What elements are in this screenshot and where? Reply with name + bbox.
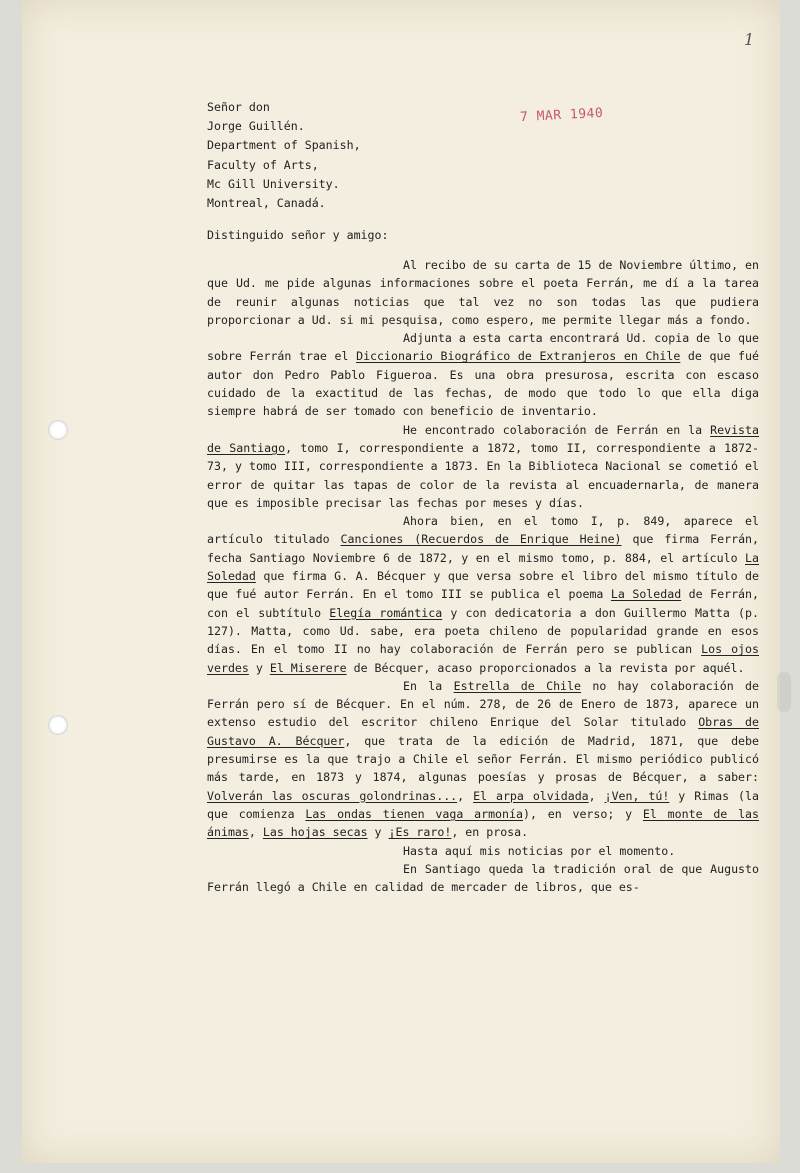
text-run: Ahora bien, en el tomo I, p. 849, aparece el artículo titulado bbox=[207, 514, 759, 547]
address-line: Señor don bbox=[207, 100, 270, 114]
title-estrella-de-chile: Estrella de Chile bbox=[453, 678, 581, 693]
text-run: y bbox=[248, 660, 270, 675]
paragraph-closing-note: Hasta aquí mis noticias por el momento. bbox=[403, 843, 676, 858]
text-run: He encontrado colaboración de Ferrán en la bbox=[403, 422, 711, 437]
recipient-address bbox=[207, 98, 361, 213]
text-run: de Bécquer, acaso proporcionados a la revista por aquél. bbox=[346, 660, 745, 675]
paragraph-dictionary bbox=[207, 329, 759, 420]
address-line: Montreal, Canadá. bbox=[207, 196, 326, 211]
title-volveran: Volverán las oscuras golondrinas... bbox=[207, 788, 458, 803]
address-line: Mc Gill University. bbox=[207, 176, 340, 191]
text-run: , que trata de la edición de Madrid, 1871, que debe presumirse es la que trajo a Chile el señor Ferrán. El mismo periódico publicó más tarde, en 1873 y 1874, algunas poesías y prosas de Bécquer, a saber: bbox=[207, 733, 760, 785]
title-diccionario: Diccionario Biográfico de Extranjeros en Chile bbox=[356, 349, 681, 364]
title-canciones: Canciones (Recuerdos de Enrique Heine) bbox=[340, 532, 622, 547]
paper-smudge bbox=[777, 672, 791, 712]
title-el-miserere: El Miserere bbox=[269, 660, 347, 675]
text-run: de Ferrán, con el subtítulo bbox=[207, 587, 759, 620]
title-es-raro: ¡Es raro! bbox=[388, 825, 452, 840]
text-run: que firma Ferrán, fecha Santiago Noviembre 6 de 1872, y en el mismo tomo, p. 884, el artículo bbox=[207, 532, 760, 565]
text-run: , tomo I, correspondiente a 1872, tomo II, correspondiente a 1872-73, y tomo III, correspondiente a 1873. En la Biblioteca Nacional se cometió el error de quitar las tapas de color de la revista al encuadernarla, de manera que es imposible precisar las fechas por meses y días. bbox=[207, 440, 760, 510]
paragraph-reply: Al recibo de su carta de 15 de Noviembre último, en que Ud. me pide algunas informaciones sobre el poeta Ferrán, me dí a la tarea de reunir algunas noticias que tal vez no son todas las que pudiera proporcionar a Ud. si mi pesquisa, como espero, me permite llegar más a fondo. bbox=[207, 258, 759, 327]
title-el-monte-de-las-animas: El monte de las ánimas bbox=[207, 806, 760, 840]
title-ven-tu: ¡Ven, tú! bbox=[604, 788, 670, 803]
title-el-arpa-olvidada: El arpa olvidada bbox=[473, 788, 589, 803]
text-run: En la bbox=[403, 678, 454, 693]
address-line: Faculty of Arts, bbox=[207, 157, 319, 172]
title-las-hojas-secas: Las hojas secas bbox=[262, 825, 368, 840]
text-run: ), en verso; y bbox=[522, 806, 643, 821]
page-number: 1 bbox=[744, 30, 755, 49]
text-run: , bbox=[588, 788, 605, 803]
letter-body bbox=[207, 256, 759, 896]
punch-hole-top bbox=[48, 420, 68, 440]
text-run: y con dedicatoria a don Guillermo Matta (p. 127). Matta, como Ud. sabe, era poeta chileno de popularidad grande en esos días. En el tomo II no hay colaboración de Ferrán pero se publican bbox=[207, 605, 759, 657]
text-run: , en prosa. bbox=[451, 825, 529, 840]
text-run: y Rimas (la que comienza bbox=[207, 788, 759, 821]
title-revista-santiago: Revista de Santiago bbox=[207, 422, 759, 455]
salutation: Distinguido señor y amigo: bbox=[207, 228, 389, 242]
title-elegia-romantica: Elegía romántica bbox=[329, 605, 443, 620]
paragraph-estrella bbox=[207, 677, 759, 842]
address-line: Department of Spanish, bbox=[207, 138, 361, 153]
text-run: de que fué autor don Pedro Pablo Figueroa. Es una obra presurosa, escrita con escaso cuidado de la exactitud de las fechas, de modo que todo lo que ella diga siempre habrá de ser tomado con beneficio de inventario. bbox=[207, 349, 759, 419]
title-la-soledad-poema: La Soledad bbox=[610, 587, 682, 602]
title-las-ondas: Las ondas tienen vaga armonía bbox=[305, 806, 523, 821]
title-los-ojos-verdes: Los ojos verdes bbox=[207, 642, 759, 675]
paragraph-tradicion: En Santiago queda la tradición oral de que Augusto Ferrán llegó a Chile en calidad de mercader de libros, que es- bbox=[207, 861, 759, 895]
text-run: Adjunta a esta carta encontrará Ud. copia de lo que sobre Ferrán trae el bbox=[207, 331, 759, 364]
title-la-soledad: La Soledad bbox=[207, 550, 759, 584]
title-obras-becquer: Obras de Gustavo A. Bécquer bbox=[207, 715, 759, 748]
text-run: no hay colaboración de Ferrán pero sí de Bécquer. En el núm. 278, de 26 de Enero de 1873, aparece un extenso estudio del escritor chileno Enrique del Solar titulado bbox=[207, 678, 759, 730]
text-run: y bbox=[367, 825, 389, 840]
text-run: , bbox=[248, 825, 263, 840]
paragraph-revista bbox=[207, 421, 759, 512]
text-run: que firma G. A. Bécquer y que versa sobre el libro del mismo título de que fué autor Ferrán. En el tomo III se publica el poema bbox=[207, 569, 759, 602]
punch-hole-bottom bbox=[48, 715, 68, 735]
paragraph-tomos bbox=[207, 512, 759, 677]
text-run: , bbox=[457, 788, 474, 803]
address-line: Jorge Guillén. bbox=[207, 119, 305, 134]
date-stamp: 7 MAR 1940 bbox=[519, 105, 604, 126]
